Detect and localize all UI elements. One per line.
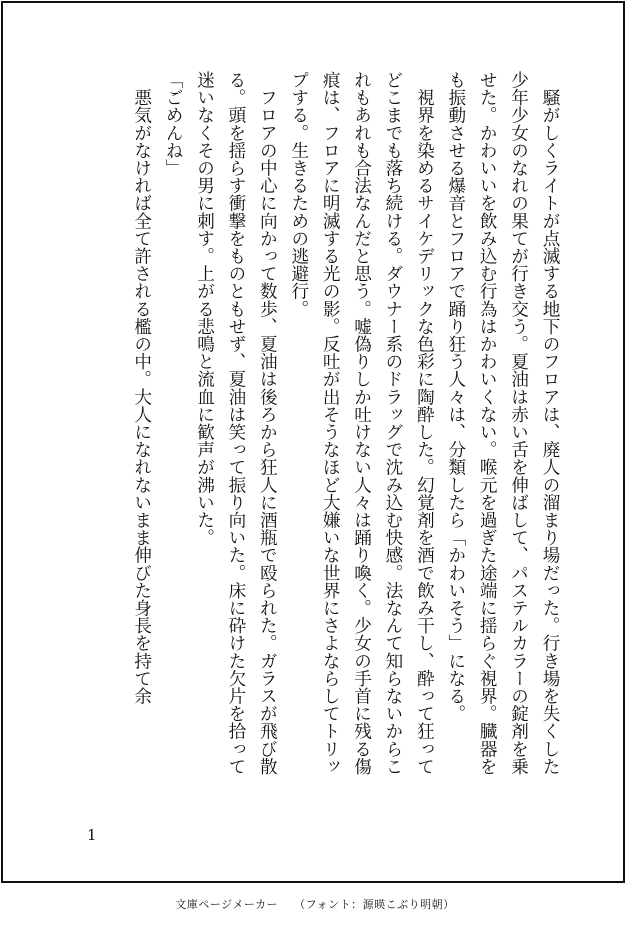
footer-app-name: 文庫ページメーカー xyxy=(175,898,279,911)
paragraph: 視界を染めるサイケデリックな色彩に陶酔した。幻覚剤を酒で飲み干し、酔って狂ってどこまでも落ち続ける。ダウナー系のドラッグで沈み込む快感。法なんて知らないからこれもあれも合法なんだと思う。嘘偽りしか吐けない人々は踊り喚く。少女の手首に残る傷痕は、フロアに明滅する光の影。反吐が出そうなほど大嫌いな世界にさよならしてトリップする。生きるための逃避行。 xyxy=(288,71,435,775)
paragraph: 騒がしくライトが点滅する地下のフロアは、廃人の溜まり場だった。行き場を失くした少年少女のなれの果てが行き交う。夏油は赤い舌を伸ばして、パステルカラーの錠剤を乗せた。かわいいを飲み込む行為はかわいくない。喉元を過ぎた途端に揺らぐ視界。臓器をも振動させる爆音とフロアで踊り狂う人々は、分類したら「かわいそう」になる。 xyxy=(445,71,560,775)
paragraph: フロアの中心に向かって数歩、夏油は後ろから狂人に酒瓶で殴られた。ガラスが飛び散る。頭を揺らす衝撃をものともせず、夏油は笑って振り向いた。床に砕けた欠片を拾って迷いなくその男に刺す。上がる悲鳴と流血に歓声が沸いた。 xyxy=(194,71,278,775)
page-number: 1 xyxy=(87,826,97,844)
paragraph-dialogue: 「ごめんね」 xyxy=(163,71,184,177)
footer-caption xyxy=(0,898,630,912)
vertical-body-text xyxy=(65,71,565,783)
footer-font-note: （フォント：源暎こぶり明朝） xyxy=(294,898,455,911)
page-frame xyxy=(1,1,625,883)
paragraph: 悪気がなければ全て許される檻の中。大人になれないまま伸びた身長を持て余 xyxy=(131,71,152,705)
